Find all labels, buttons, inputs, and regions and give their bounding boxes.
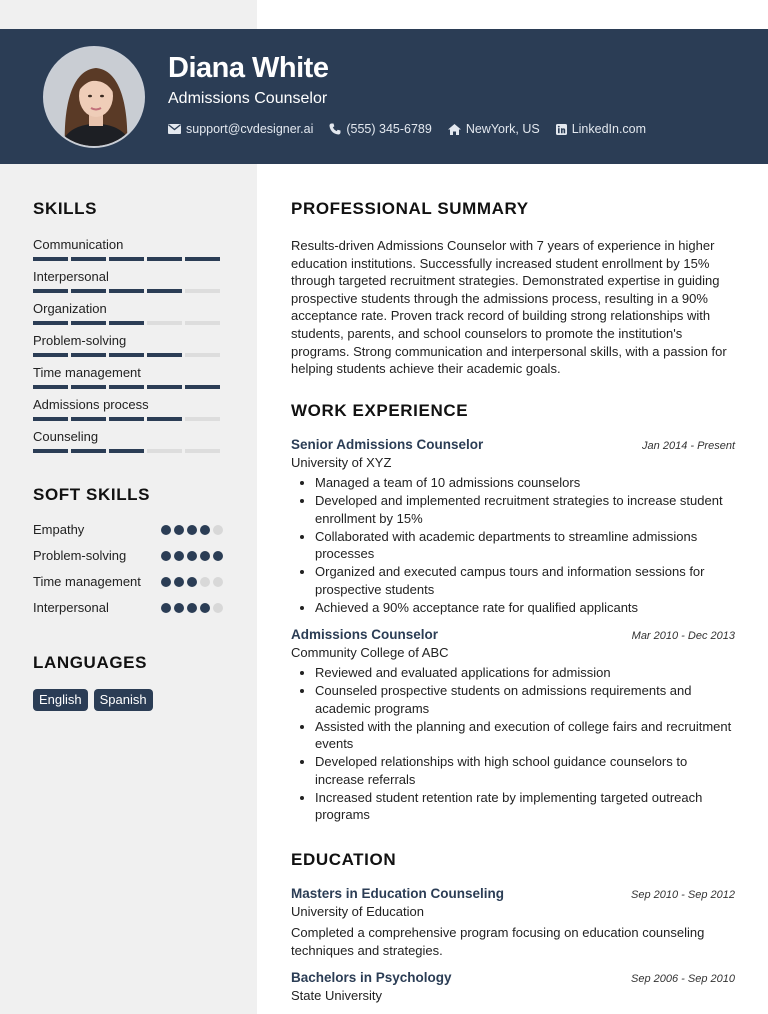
skill-level-segment [147, 385, 182, 389]
job-bullets [291, 474, 735, 616]
soft-skills-list [33, 521, 223, 625]
job-bullet: • Organized and executed campus tours and information sessions for prospective students [315, 563, 735, 598]
language-tag: English [33, 689, 88, 711]
job-date: Mar 2010 - Dec 2013 [631, 630, 735, 642]
languages-heading: LANGUAGES [33, 653, 148, 672]
skill-label: Time management [33, 365, 141, 380]
skill-level-segment [147, 353, 182, 357]
contact-linkedin[interactable] [556, 122, 646, 136]
skill-level-bar [33, 289, 223, 293]
degree-date: Sep 2006 - Sep 2010 [631, 973, 735, 985]
rating-dot [187, 551, 197, 561]
contact-phone[interactable] [329, 122, 431, 136]
job-bullet: • Increased student retention rate by implementing targeted outreach programs [315, 789, 735, 824]
language-tag: Spanish [94, 689, 153, 711]
skill-level-segment [185, 449, 220, 453]
contact-phone-text: (555) 345-6789 [346, 122, 432, 136]
soft-skill-item [33, 573, 223, 591]
soft-skill-rating [161, 525, 223, 539]
rating-dot [174, 551, 184, 561]
education-entry [291, 886, 735, 959]
job-bullet: • Assisted with the planning and execution of college fairs and recruitment events [315, 718, 735, 753]
skill-item [33, 269, 223, 301]
rating-dot [213, 525, 223, 535]
education-heading: EDUCATION [291, 850, 397, 869]
skill-level-bar [33, 417, 223, 421]
soft-skill-rating [161, 603, 223, 617]
skill-level-segment [185, 257, 220, 261]
skill-level-segment [185, 417, 220, 421]
skill-level-segment [109, 289, 144, 293]
skills-list [33, 237, 223, 461]
soft-skill-label: Interpersonal [33, 600, 109, 615]
rating-dot [213, 577, 223, 587]
soft-skills-heading: SOFT SKILLS [33, 485, 151, 504]
contact-linkedin-text: LinkedIn.com [571, 122, 647, 136]
skill-level-bar [33, 353, 223, 357]
job-bullet: • Achieved a 90% acceptance rate for qualified applicants [315, 599, 735, 617]
degree-description: Completed a comprehensive program focusing on education counseling techniques and strategies. [291, 925, 705, 958]
linkedin-icon [556, 124, 567, 135]
job-bullets [291, 664, 735, 824]
skill-level-segment [185, 353, 220, 357]
skill-level-bar [33, 385, 223, 389]
soft-skill-rating [161, 551, 223, 565]
soft-skill-item [33, 599, 223, 617]
degree-title: Masters in Education Counseling [291, 886, 505, 901]
rating-dot [187, 603, 197, 613]
skill-level-segment [185, 289, 220, 293]
contact-email[interactable] [168, 122, 313, 136]
skill-level-segment [109, 353, 144, 357]
skill-level-bar [33, 257, 223, 261]
rating-dot [161, 551, 171, 561]
skill-label: Communication [33, 237, 124, 252]
rating-dot [200, 551, 210, 561]
envelope-icon [168, 124, 181, 134]
skill-level-segment [33, 417, 68, 421]
contact-list [168, 122, 646, 136]
skill-label: Organization [33, 301, 107, 316]
job-date: Jan 2014 - Present [642, 440, 735, 452]
skill-level-segment [147, 257, 182, 261]
job-title: Senior Admissions Counselor [291, 437, 484, 452]
skill-item [33, 237, 223, 269]
phone-icon [329, 123, 341, 135]
skills-heading: SKILLS [33, 199, 98, 218]
rating-dot [161, 525, 171, 535]
contact-email-text: support@cvdesigner.ai [186, 122, 314, 136]
skill-level-segment [185, 385, 220, 389]
skill-level-segment [33, 289, 68, 293]
skill-item [33, 333, 223, 365]
summary-text: Results-driven Admissions Counselor with 7 years of experience in higher education institutions. Successfully increased student enrollment by 15% through targeted recruitment strategies. Demonstrated expertise in guiding prospective students through the admissions process, resulting in a 90% acceptance rate. Proven track record of building strong relationships with students, parents, and school counselors to promote the institution's programs. Strong communication and interpersonal skills, with a passion for helping students achieve their academic goals. [291, 238, 727, 377]
skill-level-segment [71, 385, 106, 389]
job-bullet: • Developed relationships with high school guidance counselors to increase referrals [315, 753, 735, 788]
skill-label: Problem-solving [33, 333, 127, 348]
job-entry [291, 437, 735, 617]
skill-level-segment [33, 257, 68, 261]
rating-dot [187, 525, 197, 535]
job-organization: University of XYZ [291, 455, 392, 470]
skill-level-segment [71, 449, 106, 453]
rating-dot [161, 603, 171, 613]
contact-location [448, 122, 540, 136]
skill-level-segment [71, 417, 106, 421]
rating-dot [213, 603, 223, 613]
skill-level-segment [33, 353, 68, 357]
rating-dot [174, 525, 184, 535]
rating-dot [213, 551, 223, 561]
contact-location-text: NewYork, US [465, 122, 540, 136]
job-bullet: • Reviewed and evaluated applications for admission [315, 664, 735, 682]
skill-level-segment [71, 289, 106, 293]
avatar [43, 46, 145, 148]
skill-level-segment [185, 321, 220, 325]
skill-label: Admissions process [33, 397, 149, 412]
job-bullet: • Counseled prospective students on admissions requirements and academic programs [315, 682, 735, 717]
skill-label: Interpersonal [33, 269, 109, 284]
rating-dot [174, 577, 184, 587]
skill-level-bar [33, 321, 223, 325]
rating-dot [200, 577, 210, 587]
job-organization: Community College of ABC [291, 645, 449, 660]
skill-level-segment [109, 449, 144, 453]
rating-dot [187, 577, 197, 587]
skill-item [33, 301, 223, 333]
school-name: State University [291, 988, 383, 1003]
skill-level-segment [109, 321, 144, 325]
skill-level-segment [71, 257, 106, 261]
experience-heading: WORK EXPERIENCE [291, 401, 469, 420]
job-bullet: • Managed a team of 10 admissions counselors [315, 474, 735, 492]
home-icon [448, 124, 461, 135]
skill-level-segment [33, 321, 68, 325]
job-bullet: • Developed and implemented recruitment strategies to increase student enrollment by 15% [315, 492, 735, 527]
skill-level-segment [109, 417, 144, 421]
soft-skill-label: Problem-solving [33, 548, 127, 563]
skill-label: Counseling [33, 429, 99, 444]
skill-level-segment [147, 321, 182, 325]
job-title: Admissions Counselor [291, 627, 439, 642]
skill-level-segment [147, 417, 182, 421]
rating-dot [200, 603, 210, 613]
summary-heading: PROFESSIONAL SUMMARY [291, 199, 529, 218]
education-entry [291, 970, 735, 1003]
skill-item [33, 397, 223, 429]
job-bullet: • Collaborated with academic departments to streamline admissions processes [315, 528, 735, 563]
languages-list [33, 689, 153, 711]
soft-skill-label: Time management [33, 574, 141, 589]
degree-title: Bachelors in Psychology [291, 970, 452, 985]
skill-level-segment [71, 353, 106, 357]
skill-item [33, 429, 223, 461]
skill-level-segment [71, 321, 106, 325]
degree-date: Sep 2010 - Sep 2012 [631, 889, 735, 901]
skill-level-segment [109, 385, 144, 389]
soft-skill-item [33, 521, 223, 539]
rating-dot [200, 525, 210, 535]
soft-skill-rating [161, 577, 223, 591]
candidate-title: Admissions Counselor [168, 90, 328, 107]
skill-item [33, 365, 223, 397]
skill-level-segment [109, 257, 144, 261]
soft-skill-label: Empathy [33, 522, 85, 537]
school-name: University of Education [291, 904, 424, 919]
skill-level-segment [33, 449, 68, 453]
candidate-name: Diana White [168, 52, 329, 84]
skill-level-bar [33, 449, 223, 453]
skill-level-segment [147, 289, 182, 293]
soft-skill-item [33, 547, 223, 565]
skill-level-segment [147, 449, 182, 453]
skill-level-segment [33, 385, 68, 389]
rating-dot [174, 603, 184, 613]
rating-dot [161, 577, 171, 587]
job-entry [291, 627, 735, 824]
